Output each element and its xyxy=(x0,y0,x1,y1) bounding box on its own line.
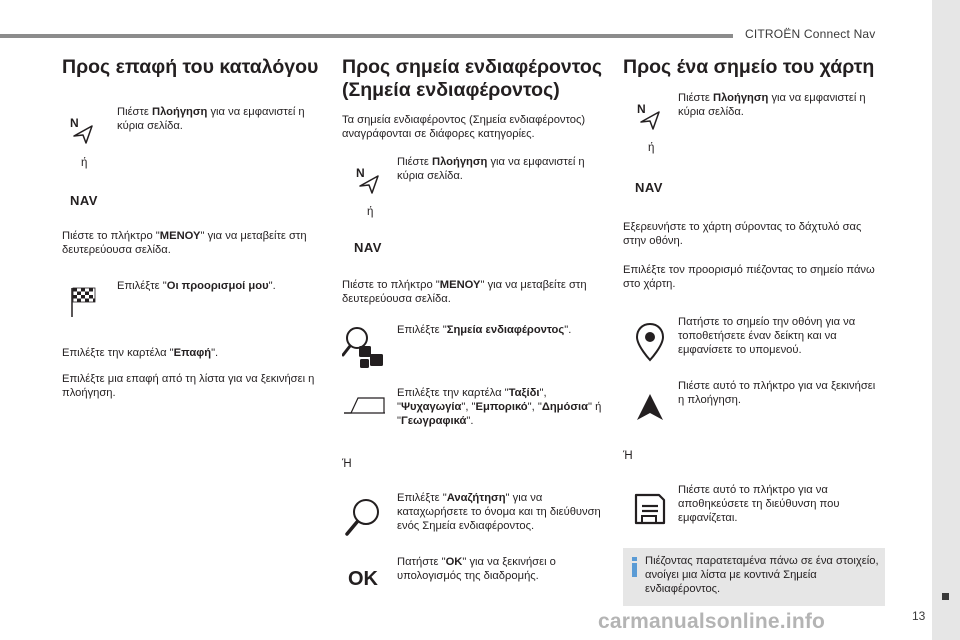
section-poi xyxy=(342,56,610,590)
step-navigation: Πιέστε Πλοήγηση για να εμφανιστεί η κύρια σελίδα. xyxy=(117,106,305,132)
start-navigation-icon xyxy=(635,393,665,421)
or-label-alt: Ή xyxy=(623,450,633,462)
header-brand: CITROËN Connect Nav xyxy=(745,27,876,41)
tab-shape-icon xyxy=(344,396,386,414)
or-label: ή xyxy=(81,157,88,169)
section-map-point xyxy=(623,56,885,524)
navigation-compass-icon xyxy=(356,166,382,194)
nav-key-label: NAV xyxy=(70,193,98,208)
paragraph-select-contact: Επιλέξτε μια επαφή από τη λίστα για να ξεκινήσει η πλοήγηση. xyxy=(62,373,315,399)
step-save-address: Πιέστε αυτό το πλήκτρο για να αποθηκεύσετε τη διεύθυνση που εμφανίζεται. xyxy=(678,484,840,524)
section-title: Προς επαφή του καταλόγου xyxy=(62,56,319,78)
svg-text:N: N xyxy=(356,166,365,180)
svg-text:N: N xyxy=(70,116,79,130)
step-navigation: Πιέστε Πλοήγηση για να εμφανιστεί η κύρια σελίδα. xyxy=(397,156,585,182)
sidebar-marker xyxy=(942,593,949,600)
step-start-navigation: Πιέστε αυτό το πλήκτρο για να ξεκινήσει η πλοήγηση. xyxy=(678,380,876,406)
paragraph-explore-map: Εξερευνήστε το χάρτη σύροντας το δάχτυλό σας στην οθόνη. xyxy=(623,221,862,247)
paragraph-menu: Πιέστε το πλήκτρο "ΜΕΝΟΥ" για να μεταβείτε στη δευτερεύουσα σελίδα. xyxy=(62,230,307,256)
info-text: Πιέζοντας παρατεταμένα πάνω σε ένα στοιχείο, ανοίγει μια λίστα με κοντινά Σημεία ενδιαφέροντος. xyxy=(645,555,879,595)
page-sidebar xyxy=(932,0,960,640)
page-number: 13 xyxy=(912,609,926,623)
navigation-compass-icon xyxy=(637,102,663,130)
nav-key-label: NAV xyxy=(354,240,382,255)
step-place-marker: Πατήστε το σημείο την οθόνη για να τοποθετήσετε έναν δείκτη και να εμφανίσετε το υπομενού. xyxy=(678,316,856,356)
or-label: ή xyxy=(648,142,655,154)
paragraph-menu: Πιέστε το πλήκτρο "ΜΕΝΟΥ" για να μεταβείτε στη δευτερεύουσα σελίδα. xyxy=(342,279,587,305)
map-pin-icon xyxy=(635,322,665,362)
header-rule xyxy=(0,34,733,38)
checkered-flag-icon xyxy=(70,286,96,318)
paragraph-contact-tab: Επιλέξτε την καρτέλα "Επαφή". xyxy=(62,347,219,359)
paragraph-poi-intro: Τα σημεία ενδιαφέροντος (Σημεία ενδιαφέροντος) αναγράφονται σε διάφορες κατηγορίες. xyxy=(342,114,586,140)
ok-key-label: OK xyxy=(348,568,378,590)
or-label-alt: Ή xyxy=(342,458,352,470)
svg-text:N: N xyxy=(637,102,646,116)
paragraph-select-destination: Επιλέξτε τον προορισμό πιέζοντας το σημείο πάνω στο χάρτη. xyxy=(623,264,875,290)
step-navigation: Πιέστε Πλοήγηση για να εμφανιστεί η κύρια σελίδα. xyxy=(678,92,866,118)
info-note xyxy=(623,548,885,606)
step-categories: Επιλέξτε την καρτέλα "Ταξίδι", "Ψυχαγωγία", "Εμπορικό", "Δημόσια" ή "Γεωγραφικά". xyxy=(397,387,602,427)
poi-search-icon xyxy=(342,324,386,370)
step-my-destinations: Επιλέξτε "Οι προορισμοί μου". xyxy=(117,280,276,292)
section-title: Προς σημεία ενδιαφέροντος (Σημεία ενδιαφέροντος) xyxy=(342,56,602,101)
or-label: ή xyxy=(367,206,374,218)
magnifier-icon xyxy=(344,496,384,538)
nav-key-label: NAV xyxy=(635,180,663,195)
save-disk-icon xyxy=(633,492,667,526)
info-icon xyxy=(632,557,637,577)
section-contact xyxy=(62,56,322,399)
step-search: Επιλέξτε "Αναζήτηση" για να καταχωρήσετε το όνομα και τη διεύθυνση ενός Σημεία ενδιαφέροντος. xyxy=(397,492,601,532)
section-title: Προς ένα σημείο του χάρτη xyxy=(623,56,875,78)
navigation-compass-icon xyxy=(70,116,96,144)
step-ok: Πατήστε "OK" για να ξεκινήσει ο υπολογισμός της διαδρομής. xyxy=(397,556,556,582)
step-poi: Επιλέξτε "Σημεία ενδιαφέροντος". xyxy=(397,324,572,336)
watermark: carmanualsonline.info xyxy=(598,610,826,633)
